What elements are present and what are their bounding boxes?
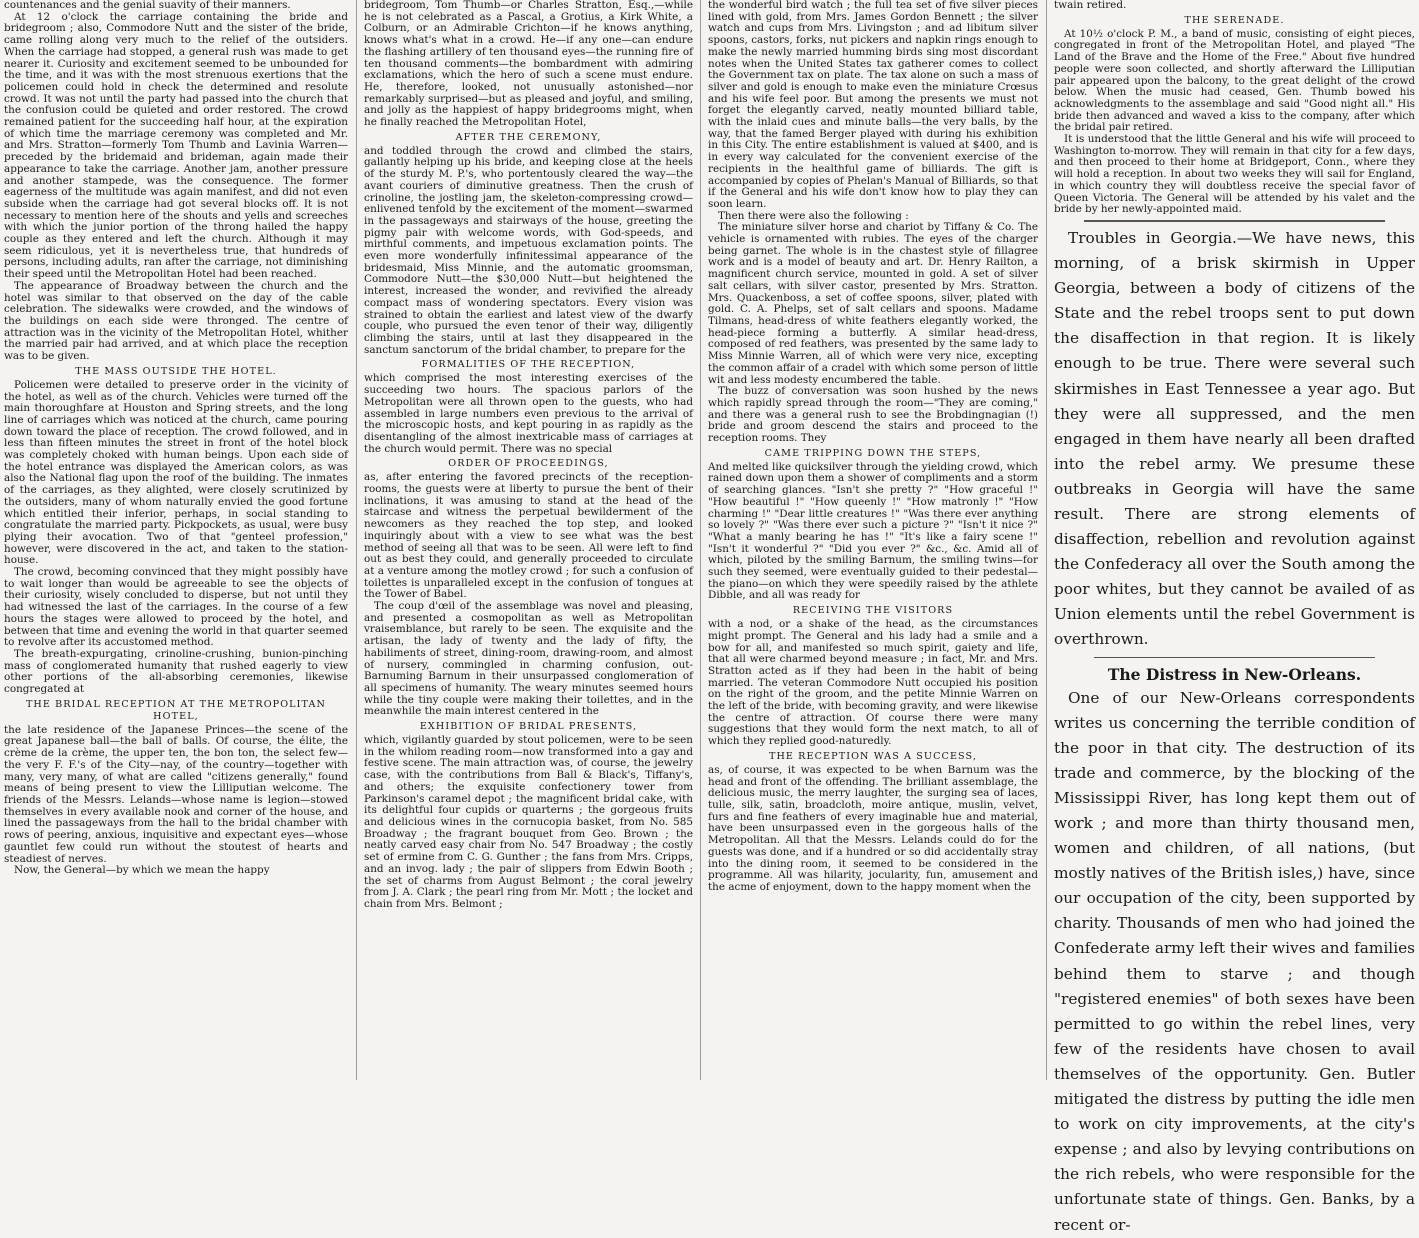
column-1 [0, 0, 352, 1080]
paragraph: the wonderful bird watch ; the full tea set of five silver pieces lined with gold, from Mrs. James Gordon Bennett ; the silver watch and cups from Mrs. Livingston ; and ad libitum silver spoons, castors, forks, nut pickers and napkin rings enough to make the newly married humming birds sing most discordant notes when the United States tax gatherer comes to collect the Government tax on plate. The tax alone on such a mass of silver and gold is enough to make even the miniature Crœsus and his wife feel poor. But among the presents we must not forget the elegantly carved, neatly mounted billiard table, with the inlaid cues and minute balls—the very balls, by the way, that the famed Berger played with during his exhibition in this City. The entire establishment is valued at $400, and is in every way calculated for the convenient exercise of the recipients in the healthful game of billiards. The gift is accompanied by copies of Phelan's Manual of Billiards, so that if the General and his wife don't know how to play they can soon learn. [708, 0, 1038, 210]
section-heading: EXHIBITION OF BRIDAL PRESENTS, [419, 721, 638, 733]
column-4 [1050, 0, 1419, 1234]
section-heading: The Distress in New-Orleans. [1107, 664, 1362, 684]
paragraph: At 12 o'clock the carriage containing the bride and bridegroom ; also, Commodore Nutt and the sister of the bride, came rolling along very much to the relief of the outsiders. When the carriage had stopped, a general rush was made to get nearer it. Curiosity and excitement seemed to be unbounded for the time, and it was with the most strenuous exertions that the policemen could hold in check the determined and resolute crowd. It was not until the party had passed into the church that the confusion could be quieted and order restored. The crowd remained patient for the succeeding half hour, at the expiration of which time the marriage ceremony was completed and Mr. and Mrs. Stratton—formerly Tom Thumb and Lavinia Warren—preceded by the bridemaid and brideman, again made their appearance to take the carriage. Another jam, another pressure and another stampede, was the consequence. The former eagerness of the multitude was again manifest, and did not even subside when the carriage had got several blocks off. It is not necessary to mention here of the shouts and yells and screeches with which the junior portion of the throng hailed the happy couple as they entered and left the church. Although it may seem ridiculous, yet it is nevertheless true, that hundreds of persons, including adults, ran after the carriage, not diminishing their speed until the Metropolitan Hotel had been reached. [4, 10, 348, 281]
paragraph: and toddled through the crowd and climbed the stairs, gallantly helping up his bride, and keeping close at the heels of the sturdy M. P.'s, who portentously cleared the way—the avant couriers of diminutive greatness. Then the crush of crinoline, the jostling jam, the skeleton-compressing crowd—enlivened tenfold by the excitement of the moment—swarmed in the passageways and stairways of the house, greeting the pigmy pair with welcome words, with God-speeds, and mirthful comments, and impetuous exclamation points. The even more wonderfully infinitessimal appearance of the bridesmaid, Miss Minnie, and the automatic groomsman, Commodore Nutt—the $30,000 Nutt—but heightened the interest, increased the wonder, and revivified the already compact mass of wondering spectators. Every vision was strained to obtain the earliest and latest view of the dwarfy couple, who pursued the even tenor of their way, diligently climbing the stairs, until at last they disappeared in the sanctum sanctorum of the bridal chamber, to prepare for the [364, 144, 693, 356]
section-heading: CAME TRIPPING DOWN THE STEPS, [764, 447, 982, 459]
paragraph: Now, the General—by which we mean the happy [14, 864, 270, 877]
paragraph: The crowd, becoming convinced that they might possibly have to wait longer than would be agreeable to see the objects of their curiosity, wisely concluded to disperse, but not until they had witnessed the last of the carriages. In the course of a few hours the stages were allowed to proceed by the hotel, and between that time and evening the world in that quarter seemed to revolve after its accustomed method. [4, 566, 348, 649]
paragraph: the late residence of the Japanese Princes—the scene of the great Japanese ball—the ball of balls. Of course, the élite, the crème de la crème, the upper ten, the bon ton, the select few—the very F. F.'s of the City—nay, of the country—together with many, very many, of what are called "citizens generally," found means of being present to view the Lilliputian welcome. The friends of the Messrs. Lelands—whose name is legion—stowed themselves in every available nook and corner of the house, and lined the passageways from the hall to the bridal chamber with rows of peering, anxious, inquisitive and expectant eyes—whose gauntlet few could run without the stoutest of hearts and steadiest of nerves. [4, 723, 348, 865]
paragraph: It is understood that the little General and his wife will proceed to Washington to-morrow. They will remain in that city for a few days, and then proceed to their home at Bridgeport, Conn., where they will hold a reception. In about two weeks they will sail for England, in which country they will doubtless receive the special favor of Queen Victoria. The General will be attended by his valet and the bride by her newly-appointed maid. [1054, 133, 1415, 216]
section-heading: ORDER OF PROCEEDINGS, [448, 458, 609, 470]
paragraph: which, vigilantly guarded by stout policemen, were to be seen in the whilom reading room—now transformed into a gay and festive scene. The main attraction was, of course, the jewelry case, with the contributions from Ball & Black's, Tiffany's, and others; the exquisite confectionery tower from Parkinson's caramel depot ; the magnificent bridal cake, with its delightful four cupids or quarterns ; the gorgeous fruits and delicious wines in the cornucopia basket, from No. 585 Broadway ; the fragrant bouquet from Geo. Brown ; the neatly carved easy chair from No. 547 Broadway ; the costly set of ermine from C. G. Gunther ; the fans from Mrs. Cripps, and an invog. lady ; the pair of slippers from Edwin Booth ; the set of charms from August Belmont ; the coral jewelry from J. A. Clark ; the pearl ring from Mr. Mott ; the locket and chain from Mrs. Belmont ; [364, 734, 693, 910]
paragraph: Troubles in Georgia.—We have news, this morning, of a brisk skirmish in Upper Georgia, between a body of citizens of the State and the rebel troops sent to put down the disaffection in that region. It is likely enough to be true. There were several such skirmishes in East Tennessee a year ago. But they were all suppressed, and the men engaged in them have nearly all been drafted into the rebel army. We presume these outbreaks in Georgia will have the same result. There are strong elements of disaffection, rebellion and revolution against the Confederacy all over the South among the poor whites, but they cannot be availed of as Union elements until the rebel Government is overthrown. [1054, 228, 1415, 649]
section-heading: THE SERENADE. [1184, 14, 1285, 26]
column-rule [356, 0, 357, 1080]
paragraph: as, of course, it was expected to be when Barnum was the head and front of the offending. The brilliant assemblage, the delicious music, the merry laughter, the surging sea of laces, tulle, silk, satin, broadcloth, moire antique, muslin, velvet, furs and fine feathers of every imaginable hue and material, have been unsurpassed even in the gorgeous halls of the Metropolitan. All that the Messrs. Lelands could do for the guests was done, and if a hundred or so did accidentally stray into the dining room, it seemed to be considered in the programme. All was hilarity, jocularity, fun, amusement and the acme of enjoyment, down to the happy moment when the [708, 763, 1038, 893]
paragraph: with a nod, or a shake of the head, as the circumstances might prompt. The General and his lady had a smile and a bow for all, and manifested so much spirit, gaiety and life, that all were charmed beyond measure ; in fact, Mr. and Mrs. Stratton acted as if they had been in the habit of being married. The veteran Commodore Nutt occupied his position on the right of the groom, and the petite Minnie Warren on the left of the bride, with becoming gravity, and were likewise the centre of attraction. Of course there were many suggestions that they would form the next match, to all of which they replied good-naturedly. [708, 618, 1038, 748]
column-rule [1046, 0, 1047, 1080]
paragraph: At 10½ o'clock P. M., a band of music, consisting of eight pieces, congregated in front of the Metropolitan Hotel, and played "The Land of the Brave and the Home of the Free." About five hundred people were soon collected, and shortly afterward the Lilliputian pair appeared upon the balcony, to the great delight of the crowd below. When the music had ceased, Gen. Thumb bowed his acknowledgments to the assemblage and said "Good night all." His bride then advanced and waved a kiss to the company, after which the bridal pair retired. [1054, 27, 1415, 134]
paragraph: bridegroom, Tom Thumb—or Charles Stratton, Esq.,—while he is not celebrated as a Pascal, a Grotius, a Kirk White, a Colburn, or an Admirable Crichton—if he knows anything, knows what's what in a crowd. He—if any one—can endure the flashing artillery of ten thousand eyes—the running fire of ten thousand comments—the bombardment with admiring exclamations, which the hero of such a scene must endure. He, therefore, looked, not unusually astonished—nor remarkably surprised—but as pleased and joyful, and smiling, and jolly as the happiest of happy bridegrooms might, when he finally reached the Metropolitan Hotel, [364, 0, 693, 129]
paragraph: countenances and the genial suavity of their manners. [4, 0, 291, 11]
paragraph: The miniature silver horse and chariot by Tiffany & Co. The vehicle is ornamented with rubies. The eyes of the charger being garnet. The whole is in the chastest style of fillagree work and is a model of beauty and art. Dr. Henry Railton, a magnificent church service, mounted in gold. A set of silver salt cellars, with silver castor, presented by Mrs. Stratton. Mrs. Quackenboss, a set of coffee spoons, silver, plated with gold. C. A. Phelps, set of salt cellars and spoons. Madame Tilmans, head-dress of white feathers elegantly worked, the head-piece forming a butterfly. A similar head-dress, composed of red feathers, was presented by the same lady to Miss Minnie Warren, all of which were very nice, excepting the common affair of a cradel with which some person of little wit and less modesty encumbered the table. [708, 221, 1038, 386]
section-heading: FORMALITIES OF THE RECEPTION, [421, 359, 636, 371]
column-2 [360, 0, 697, 1080]
paragraph: The coup d'œil of the assemblage was novel and pleasing, and presented a cosmopolitan as well as Metropolitan vraisemblance, but rarely to be seen. The exquisite and the artisan, the lady of twenty and the lady of fifty, the habiliments of street, dining-room, drawing-room, and almost of nursery, commingled in charming confusion, out-Barnuming Barnum in their unsurpassed conglomeration of all specimens of humanity. The weary minutes seemed hours while the tiny couple were making their toilettes, and in the meanwhile the main interest centered in the [364, 600, 693, 718]
paragraph: which comprised the most interesting exercises of the succeeding two hours. The spacious parlors of the Metropolitan were all thrown open to the guests, who had assembled in large numbers even previous to the arrival of the microscopic hosts, and kept pouring in as rapidly as the disentangling of the almost inextricable mass of carriages at the church would permit. There was no special [364, 372, 693, 455]
section-separator [1084, 220, 1385, 222]
section-heading: THE MASS OUTSIDE THE HOTEL. [75, 365, 277, 377]
paragraph: twain retired. [1054, 0, 1127, 11]
paragraph: And melted like quicksilver through the yielding crowd, which rained down upon them a shower of compliments and a storm of searching glances. "Isn't she pretty ?" "How graceful !" "How beautiful !" "How queenly !" "How matronly !" "How charming !" "Dear little creatures !" "Was there ever anything so lovely ?" "Was there ever such a picture ?" "Isn't it nice ?" "What a manly bearing he has !" "It's like a fairy scene !" "Isn't it wonderful ?" "Did you ever ?" &c., &c. Amid all of which, piloted by the smiling Barnum, the smiling twins—for such they seemed, were eventually guided to their pedestal—the piano—on which they were speedily raised by the athlete Dibble, and all was ready for [708, 460, 1038, 602]
column-rule [700, 0, 701, 1080]
section-heading: THE BRIDAL RECEPTION AT THE METROPOLITAN HOTEL, [25, 698, 327, 722]
paragraph: The buzz of conversation was soon hushed by the news which rapidly spread through the room—"They are coming," and there was a general rush to see the Brobdingnagian (!) bride and groom descend the stairs and proceed to the reception rooms. They [708, 385, 1038, 445]
column-3 [704, 0, 1042, 1080]
section-heading: RECEIVING THE VISITORS [792, 605, 954, 617]
paragraph: The breath-expurgating, crinoline-crushing, bunion-pinching mass of conglomerated humanity that rushed eagerly to view other portions of the all-absorbing ceremonies, likewise congregated at [4, 647, 348, 696]
paragraph: Policemen were detailed to preserve order in the vicinity of the hotel, as well as of the church. Vehicles were turned off the main thoroughfare at Houston and Spring streets, and the long line of carriages which was noticed at the church, came pouring down toward the place of reception. The crowd followed, and in less than fifteen minutes the street in front of the hotel block was completely choked with human beings. Upon each side of the hotel entrance was displayed the American colors, as was also the National flag upon the roof of the building. The inmates of the carriages, as they alighted, were closely scrutinized by the outsiders, many of whom naturally envied the good fortune which entitled their inferior, perhaps, in social standing to congratulate the married party. Pickpockets, as usual, were busy plying their avocation. Two of that "genteel profession," however, were discovered in the act, and taken to the station-house. [4, 378, 348, 567]
paragraph: as, after entering the favored precincts of the reception-rooms, the guests were at liberty to pursue the bent of their inclinations, it was amusing to stand at the head of the staircase and witness the perpetual bewilderment of the newcomers as they reached the top step, and looked inquiringly about with a view to see what was the best method of seeing all that was to be seen. All were left to find out as best they could, and generally proceeded to circulate at a venture among the motley crowd ; for such a confusion of toilettes is unparalleled except in the confusion of tongues at the Tower of Babel. [364, 471, 693, 601]
paragraph: Then there were also the following : [718, 209, 909, 222]
paragraph: One of our New-Orleans correspondents writes us concerning the terrible condition of the poor in that city. The destruction of its trade and commerce, by the blocking of the Mississippi River, has long kept them out of work ; and more than thirty thousand men, women and children, of all nations, (but mostly natives of the British isles,) have, since our occupation of the city, been supported by charity. Thousands of men who had joined the Confederate army left their wives and families behind them to starve ; and though "registered enemies" of both sexes have been permitted to go within the rebel lines, very few of the residents have chosen to avail themselves of the opportunity. Gen. Butler mitigated the distress by putting the idle men to work on city improvements, at the city's expense ; and also by levying contributions on the rich rebels, who were responsible for the unfortunate state of things. Gen. Banks, by a recent or- [1054, 688, 1415, 1234]
section-heading: AFTER THE CEREMONY, [455, 131, 602, 143]
section-separator [1094, 657, 1375, 658]
paragraph: The appearance of Broadway between the church and the hotel was similar to that observed on the day of the cable celebration. The sidewalks were crowded, and the windows of the buildings on each side were thronged. The centre of attraction was in the vicinity of the Metropolitan Hotel, whither the married pair had arrived, and at which place the reception was to be given. [4, 279, 348, 363]
section-heading: THE RECEPTION WAS A SUCCESS, [768, 750, 978, 762]
